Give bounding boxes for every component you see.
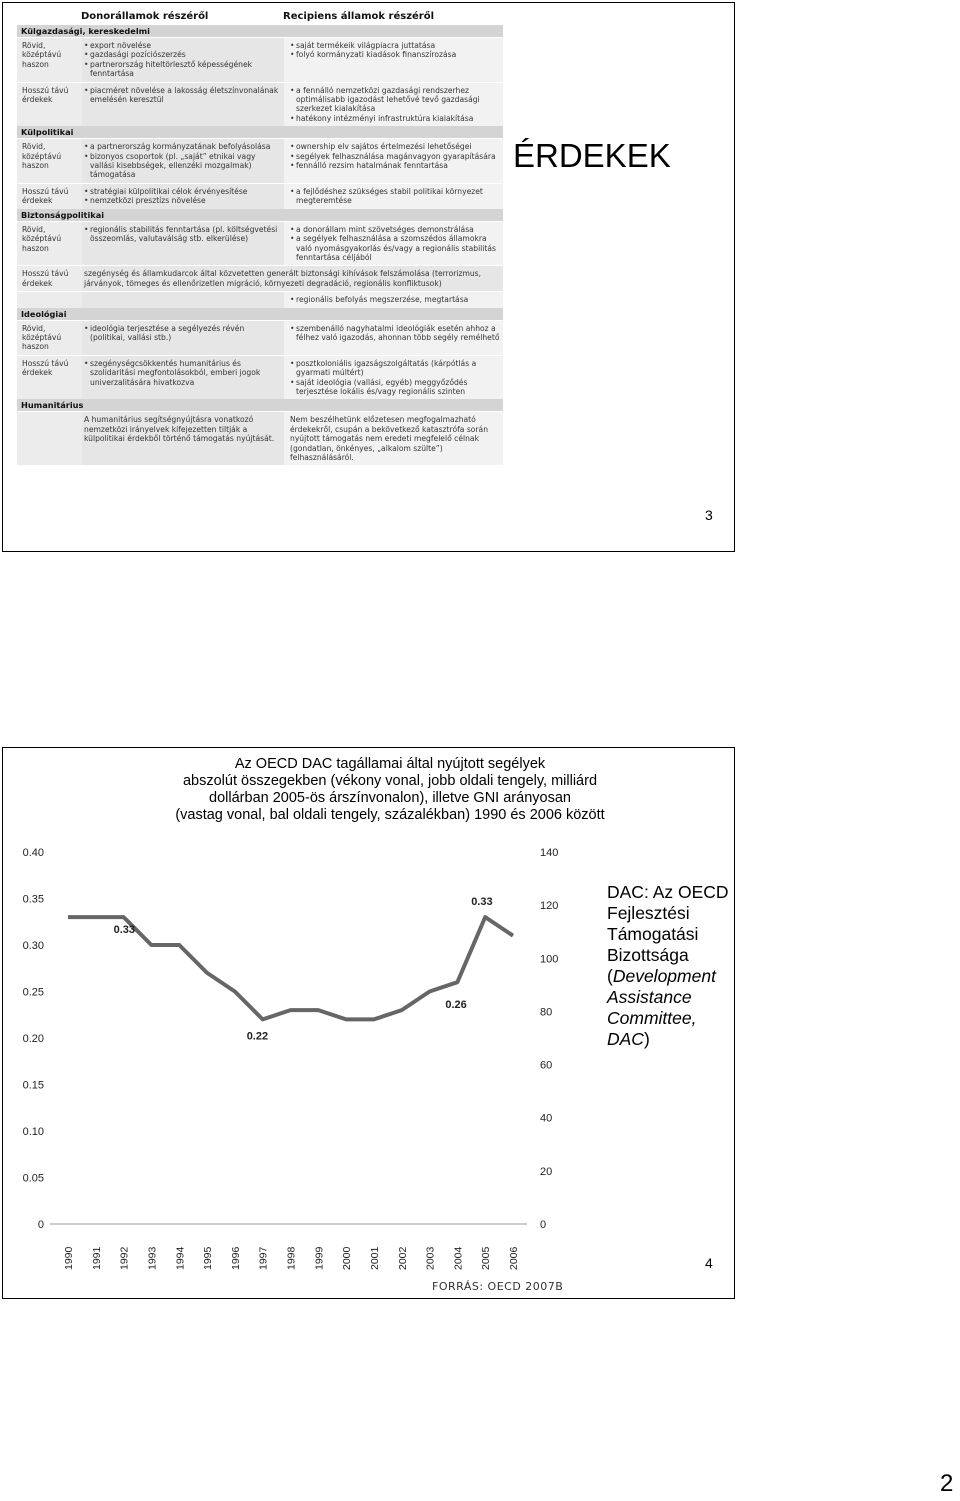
bullet-item: • partnerország hiteltörlesztő képességének fenntartása xyxy=(90,60,280,79)
recipient-cell xyxy=(284,184,503,209)
table-row xyxy=(17,412,503,465)
right-tick-label: 120 xyxy=(540,900,559,913)
donor-cell xyxy=(82,139,284,183)
donor-cell xyxy=(82,321,284,355)
table-row xyxy=(17,292,503,307)
x-tick-label: 1992 xyxy=(118,1246,131,1270)
bullet-item: • ownership elv sajátos értelmezési lehetőségei xyxy=(296,142,501,151)
chart-title xyxy=(100,756,680,824)
x-tick-label: 2005 xyxy=(480,1246,493,1270)
row-label: Hosszú távú érdekek xyxy=(22,85,69,105)
page-number-bottom: 2 xyxy=(940,1470,954,1497)
x-tick-label: 1993 xyxy=(146,1246,159,1270)
right-tick-label: 80 xyxy=(540,1006,553,1019)
table-row xyxy=(17,184,503,209)
bullet-item: • piacméret növelése a lakosság életszínvonalának emelésén keresztül xyxy=(90,86,280,105)
row-label: Hosszú távú érdekek xyxy=(22,186,69,206)
section-heading: Ideológiai xyxy=(17,308,503,320)
donor-cell xyxy=(82,356,284,400)
recipient-cell xyxy=(284,412,503,465)
dac-note-english: Development Assistance Committee, DAC xyxy=(607,966,716,1049)
chart-title-line: Az OECD DAC tagállamai által nyújtott segélyek xyxy=(234,756,546,772)
x-tick-label: 2001 xyxy=(368,1246,381,1270)
chart-title-line: dollárban 2005-ös árszínvonalon), illetve GNI arányosan xyxy=(209,790,571,806)
bullet-list xyxy=(84,86,280,105)
bullet-item: • a fennálló nemzetközi gazdasági rendszerhez optimálisabb igazodást lehetővé tevő gazdasági szerkezet kialakítása xyxy=(296,86,501,114)
bullet-list xyxy=(84,187,280,206)
section-heading: Külpolitikai xyxy=(17,126,503,138)
bullet-list xyxy=(290,187,501,206)
donor-cell xyxy=(82,222,284,266)
right-tick-label: 60 xyxy=(540,1059,553,1072)
chart-source: FORRÁS: OECD 2007B xyxy=(432,1280,564,1293)
left-tick-label: 0.10 xyxy=(22,1126,44,1138)
x-tick-label: 1999 xyxy=(313,1246,326,1270)
table-body xyxy=(17,25,503,465)
table-row xyxy=(17,266,503,291)
bullet-item: • folyó kormányzati kiadások finanszírozása xyxy=(296,50,501,59)
bullet-list xyxy=(84,142,280,180)
data-label: 0.26 xyxy=(445,999,467,1012)
donor-cell xyxy=(82,184,284,209)
table-row xyxy=(17,38,503,82)
bullet-item: • gazdasági pozíciószerzés xyxy=(90,50,280,59)
row-label: Rövid, középtávú haszon xyxy=(22,142,62,171)
bullet-item: • szegénységcsökkentés humanitárius és szolidaritási megfontolásokból, emberi jogok univerzalitására hivatkozva xyxy=(90,359,280,387)
col-header-recipient: Recipiens államok részéről xyxy=(283,11,435,22)
right-tick-label: 100 xyxy=(540,953,559,966)
bullet-item: • a donorállam mint szövetséges demonstrálása xyxy=(296,225,501,234)
data-label: 0.22 xyxy=(246,1030,269,1043)
bullet-list xyxy=(290,41,501,60)
right-tick-label: 40 xyxy=(540,1112,553,1125)
row-label: Rövid, középtávú haszon xyxy=(22,323,62,352)
row-label: Hosszú távú érdekek xyxy=(22,358,69,378)
bullet-list xyxy=(84,324,280,343)
section-heading: Biztonságpolitikai xyxy=(17,209,503,221)
spanning-text: szegénység és államkudarcok által közvetetten generált biztonsági kihívások felszámolása (terrorizmus, járványok, tömeges és ellenőrizetlen migráció, környezeti degradáció, regionális konfliktusok) xyxy=(84,269,482,288)
section-heading: Külgazdasági, kereskedelmi xyxy=(17,25,503,37)
bullet-item: • hatékony intézményi infrastruktúra kialakítása xyxy=(296,114,501,123)
x-tick-label: 2003 xyxy=(424,1246,437,1270)
interests-table xyxy=(17,9,503,465)
aid-line-chart xyxy=(12,838,582,1298)
table-row xyxy=(17,222,503,266)
left-tick-label: 0.40 xyxy=(22,847,44,859)
bullet-item: • regionális stabilitás fenntartása (pl. költségvetési összeomlás, valutaválság stb. elkerülése) xyxy=(90,225,280,244)
slide-interests xyxy=(2,2,735,552)
bullet-item: • saját ideológia (vallási, egyéb) meggyőződés terjesztése lokális és/vagy regionális szinten xyxy=(296,378,501,397)
x-tick-label: 1990 xyxy=(63,1246,75,1270)
right-tick-label: 0 xyxy=(540,1219,547,1231)
chart-title-line: (vastag vonal, bal oldali tengely, százalékban) 1990 és 2006 között xyxy=(175,807,605,823)
row-label: Hosszú távú érdekek xyxy=(22,269,69,288)
donor-cell xyxy=(82,83,284,127)
table-row xyxy=(17,321,503,355)
table-row xyxy=(17,83,503,127)
left-tick-label: 0.20 xyxy=(22,1033,44,1045)
x-tick-label: 2004 xyxy=(452,1246,465,1270)
x-tick-label: 1998 xyxy=(285,1246,298,1270)
row-label xyxy=(17,412,82,465)
recipient-cell xyxy=(284,38,503,82)
bullet-list xyxy=(84,359,280,387)
recipient-text: Nem beszélhetünk előzetesen megfogalmazható érdekekről, csupán a bekövetkező katasztrófa során nyújtott támogatás nem eredeti megfelelő célnak (gondatlan, önkényes, „alkalom szülte”) felhasználásáról. xyxy=(290,415,489,462)
left-tick-label: 0.15 xyxy=(22,1079,44,1092)
bullet-item: • stratégiai külpolitikai célok érvényesítése xyxy=(90,187,280,196)
spanning-cell xyxy=(82,266,503,291)
row-label: Rövid, középtávú haszon xyxy=(22,224,62,253)
chart-title-line: abszolút összegekben (vékony vonal, jobb oldali tengely, milliárd xyxy=(182,773,598,789)
x-tick-label: 2002 xyxy=(396,1246,409,1270)
bullet-item: • ideológia terjesztése a segélyezés révén (politikai, vallási stb.) xyxy=(90,324,280,343)
bullet-item: • a segélyek felhasználása a szomszédos államokra való nyomásgyakorlás és/vagy a regionális stabilitás fenntartása céljából xyxy=(296,234,501,262)
x-tick-label: 1991 xyxy=(90,1246,103,1270)
bullet-list xyxy=(290,295,501,304)
heading-interests: ÉRDEKEK xyxy=(513,137,671,174)
bullet-list xyxy=(290,142,501,170)
x-tick-label: 1996 xyxy=(229,1246,242,1270)
bullet-item: • regionális befolyás megszerzése, megtartása xyxy=(296,295,501,304)
bullet-item: • nemzetközi presztízs növelése xyxy=(90,196,280,205)
table-row xyxy=(17,139,503,183)
row-label: Rövid, középtávú haszon xyxy=(22,41,62,69)
bullet-item: • export növelése xyxy=(90,41,280,50)
col-header-donor: Donorállamok részéről xyxy=(81,11,209,22)
left-tick-label: 0 xyxy=(37,1219,44,1231)
page-number: 4 xyxy=(705,1255,713,1271)
bullet-item: • bizonyos csoportok (pl. „saját” etnikai vagy vallási kisebbségek, ellenzéki mozgalmak) támogatása xyxy=(90,152,280,180)
data-label: 0.33 xyxy=(471,896,493,909)
donor-cell xyxy=(82,412,284,465)
recipient-cell xyxy=(284,292,503,307)
donor-cell xyxy=(82,38,284,82)
recipient-cell xyxy=(284,356,503,400)
bullet-item: • saját termékeik világpiacra juttatása xyxy=(296,41,501,50)
dac-note-text: DAC: Az OECD Fejlesztési Támogatási Bizottsága xyxy=(607,882,729,965)
table-row xyxy=(17,356,503,400)
section-heading: Humanitárius xyxy=(17,399,503,411)
bullet-list xyxy=(290,225,501,263)
left-tick-label: 0.30 xyxy=(22,940,44,952)
donor-text: A humanitárius segítségnyújtásra vonatkozó nemzetközi irányelvek kifejezetten tiltják a külpolitikai érdekből történő támogatás nyújtását. xyxy=(84,415,275,444)
x-tick-label: 1994 xyxy=(174,1246,187,1270)
table-header xyxy=(17,9,503,25)
x-tick-label: 1997 xyxy=(257,1246,270,1270)
left-tick-label: 0.05 xyxy=(22,1172,44,1185)
recipient-cell xyxy=(284,139,503,183)
bullet-list xyxy=(84,41,280,79)
recipient-cell xyxy=(284,83,503,127)
page-number: 3 xyxy=(705,507,713,523)
bullet-list xyxy=(290,324,501,343)
right-tick-label: 20 xyxy=(540,1165,553,1178)
x-tick-label: 2006 xyxy=(508,1246,520,1270)
bullet-item: • fennálló rezsim hatalmának fenntartása xyxy=(296,161,501,170)
data-label: 0.33 xyxy=(113,924,136,937)
recipient-cell xyxy=(284,321,503,355)
dac-note: DAC: Az OECD Fejlesztési Támogatási Bizottsága (Development Assistance Committee, DAC) xyxy=(607,882,729,1049)
bullet-item: • posztkoloniális igazságszolgáltatás (kárpótlás a gyarmati múltért) xyxy=(296,359,501,378)
bullet-list xyxy=(84,225,280,244)
bullet-list xyxy=(290,359,501,397)
x-tick-label: 2000 xyxy=(341,1246,354,1270)
left-tick-label: 0.25 xyxy=(22,986,44,999)
left-tick-label: 0.35 xyxy=(22,893,44,906)
recipient-cell xyxy=(284,222,503,266)
bullet-item: • a partnerország kormányzatának befolyásolása xyxy=(90,142,280,151)
bullet-item: • a fejlődéshez szükséges stabil politikai környezet megteremtése xyxy=(296,187,501,206)
x-tick-label: 1995 xyxy=(202,1246,215,1270)
bullet-item: • segélyek felhasználása magánvagyon gyarapítására xyxy=(296,152,501,161)
bullet-item: • szembenálló nagyhatalmi ideológiák esetén ahhoz a félhez való igazodás, ahonnan több segély remélhető xyxy=(296,324,501,343)
right-tick-label: 140 xyxy=(540,847,559,859)
bullet-list xyxy=(290,86,501,124)
